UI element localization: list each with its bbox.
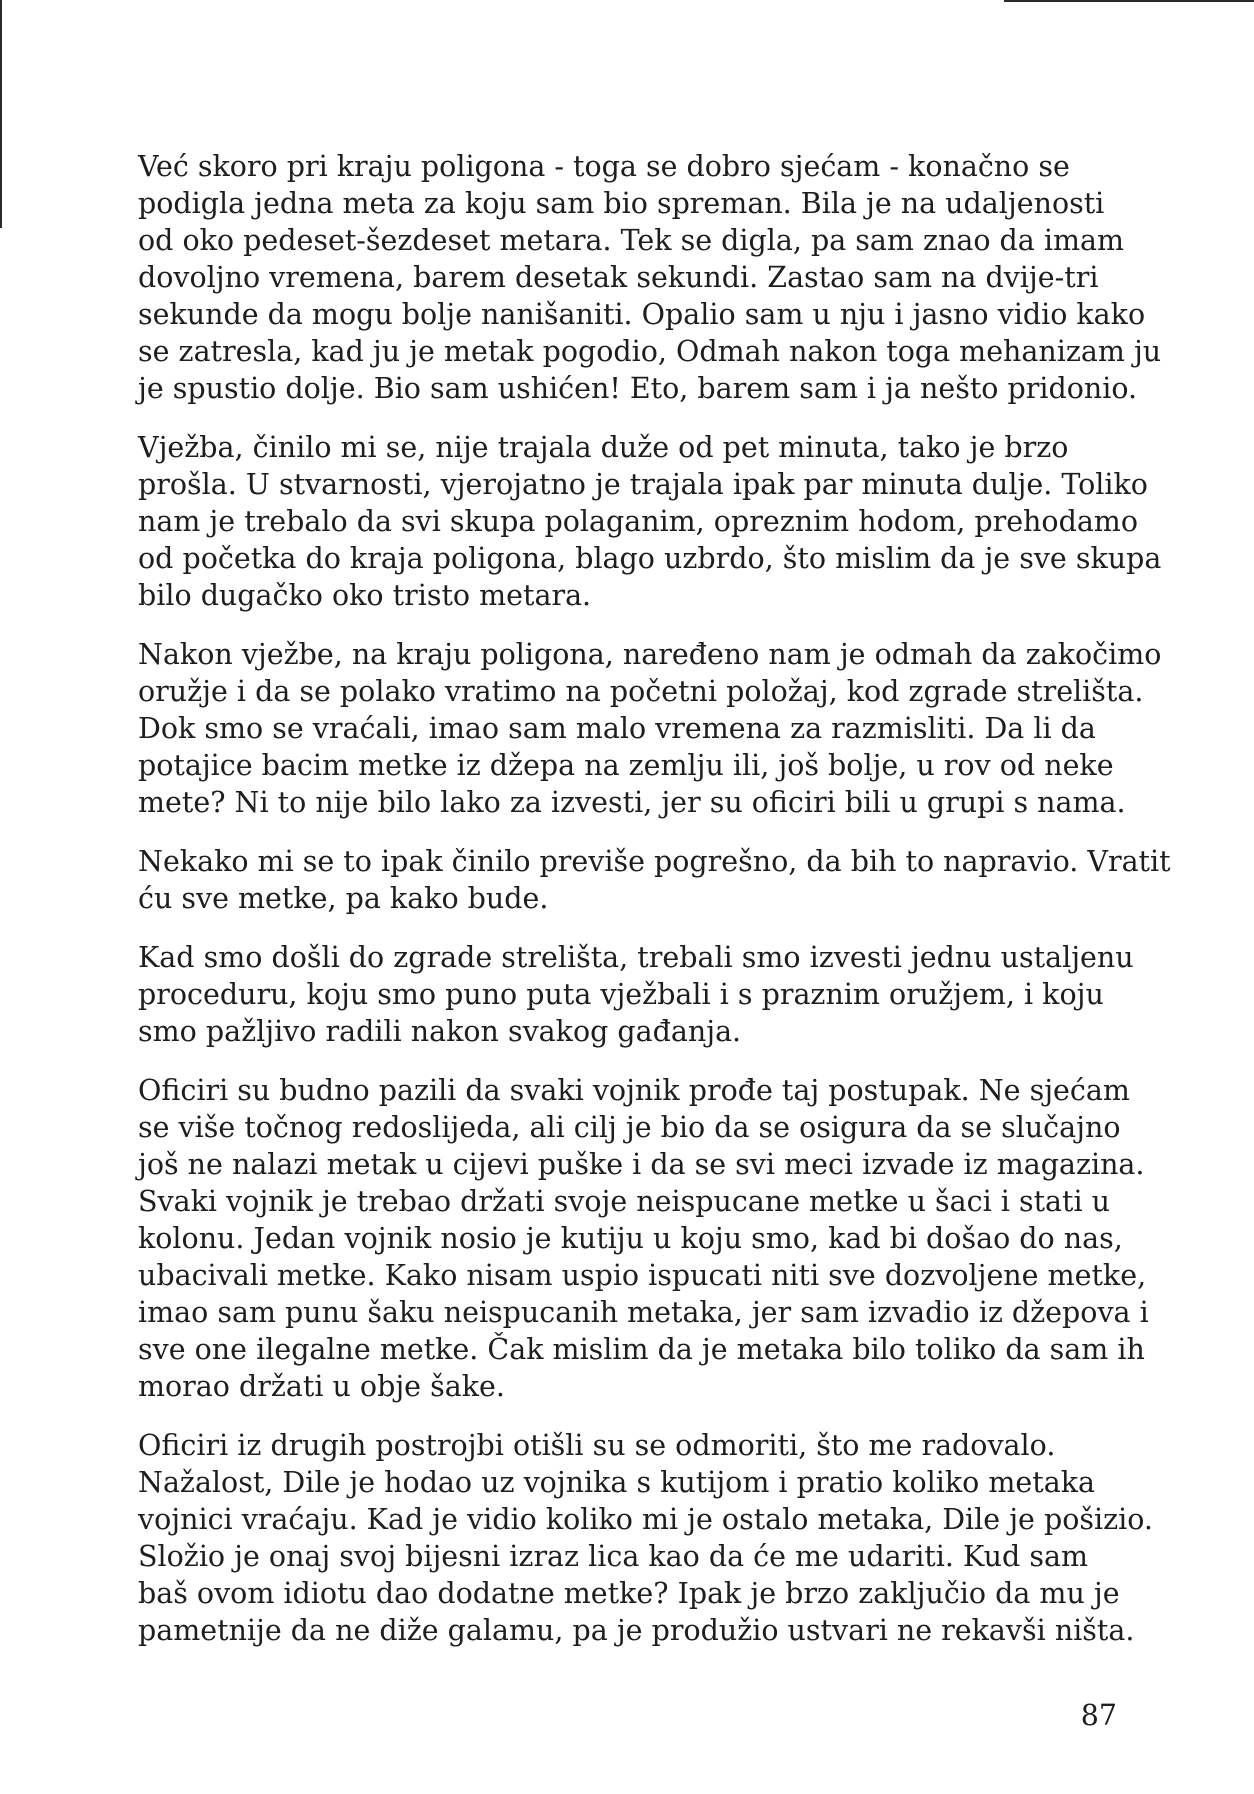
text-line: Složio je onaj svoj bijesni izraz lica kao da će me udariti. Kud sam — [138, 1540, 1088, 1573]
text-line: sve one ilegalne metke. Čak mislim da je metaka bilo toliko da sam ih — [138, 1333, 1145, 1366]
page-number: 87 — [1080, 1699, 1117, 1732]
paragraph — [138, 939, 1138, 1050]
paragraph — [138, 636, 1162, 821]
text-line: morao držati u obje šake. — [138, 1370, 505, 1403]
text-line: mete? Ni to nije bilo lako za izvesti, jer su oficiri bili u grupi s nama. — [138, 786, 1126, 819]
paragraph — [138, 1072, 1149, 1405]
paragraph — [138, 148, 1162, 407]
text-line: oružje i da se polako vratimo na početni položaj, kod zgrade strelišta. — [138, 675, 1144, 708]
paragraph — [138, 1427, 1153, 1649]
text-line: Kad smo došli do zgrade strelišta, trebali smo izvesti jednu ustaljenu — [138, 941, 1134, 974]
text-line: Vježba, činilo mi se, nije trajala duže od pet minuta, tako je brzo — [138, 431, 1069, 464]
text-line: smo pažljivo radili nakon svakog gađanja. — [138, 1015, 742, 1048]
text-line: prošla. U stvarnosti, vjerojatno je trajala ipak par minuta dulje. Toliko — [138, 468, 1148, 501]
body-text — [138, 148, 1171, 1671]
text-line: još ne nalazi metak u cijevi puške i da se svi meci izvade iz magazina. — [138, 1148, 1145, 1181]
text-line: dovoljno vremena, barem desetak sekundi. Zastao sam na dvije-tri — [138, 261, 1099, 294]
text-line: Dok smo se vraćali, imao sam malo vremena za razmisliti. Da li da — [138, 712, 1096, 745]
text-line: potajice bacim metke iz džepa na zemlju ili, još bolje, u rov od neke — [138, 749, 1114, 782]
text-line: Već skoro pri kraju poligona - toga se dobro sjećam - konačno se — [138, 150, 1070, 183]
text-line: Oficiri su budno pazili da svaki vojnik prođe taj postupak. Ne sjećam — [138, 1074, 1130, 1107]
text-line: bilo dugačko oko tristo metara. — [138, 579, 592, 612]
text-line: od početka do kraja poligona, blago uzbrdo, što mislim da je sve skupa — [138, 542, 1162, 575]
text-line: Nakon vježbe, na kraju poligona, naređeno nam je odmah da zakočimo — [138, 638, 1162, 671]
text-line: baš ovom idiotu dao dodatne metke? Ipak je brzo zaključio da mu je — [138, 1577, 1120, 1610]
text-line: se više točnog redoslijeda, ali cilj je bio da se osigura da se slučajno — [138, 1111, 1121, 1144]
text-line: podigla jedna meta za koju sam bio spreman. Bila je na udaljenosti — [138, 187, 1105, 220]
text-line: Nekako mi se to ipak činilo previše pogrešno, da bih to napravio. Vratit — [138, 845, 1171, 878]
text-line: od oko pedeset-šezdeset metara. Tek se digla, pa sam znao da imam — [138, 224, 1124, 257]
text-line: Oficiri iz drugih postrojbi otišli su se odmoriti, što me radovalo. — [138, 1429, 1056, 1462]
text-line: se zatresla, kad ju je metak pogodio, Odmah nakon toga mehanizam ju — [138, 335, 1162, 368]
text-line: kolonu. Jedan vojnik nosio je kutiju u koju smo, kad bi došao do nas, — [138, 1222, 1123, 1255]
text-line: imao sam punu šaku neispucanih metaka, jer sam izvadio iz džepova i — [138, 1296, 1149, 1329]
text-line: Nažalost, Dile je hodao uz vojnika s kutijom i pratio koliko metaka — [138, 1466, 1095, 1499]
text-line: proceduru, koju smo puno puta vježbali i s praznim oružjem, i koju — [138, 978, 1104, 1011]
scan-edge-top — [1004, 0, 1254, 2]
text-line: ubacivali metke. Kako nisam uspio ispucati niti sve dozvoljene metke, — [138, 1259, 1147, 1292]
paragraph — [138, 429, 1162, 614]
paragraph — [138, 843, 1171, 917]
text-line: je spustio dolje. Bio sam ushićen! Eto, barem sam i ja nešto pridonio. — [138, 372, 1138, 405]
scan-edge-left — [0, 0, 2, 228]
text-line: pametnije da ne diže galamu, pa je produžio ustvari ne rekavši ništa. — [138, 1614, 1135, 1647]
text-line: ću sve metke, pa kako bude. — [138, 882, 549, 915]
text-line: nam je trebalo da svi skupa polaganim, opreznim hodom, prehodamo — [138, 505, 1138, 538]
text-line: vojnici vraćaju. Kad je vidio koliko mi je ostalo metaka, Dile je pošizio. — [138, 1503, 1153, 1536]
text-line: sekunde da mogu bolje nanišaniti. Opalio sam u nju i jasno vidio kako — [138, 298, 1146, 331]
text-line: Svaki vojnik je trebao držati svoje neispucane metke u šaci i stati u — [138, 1185, 1110, 1218]
